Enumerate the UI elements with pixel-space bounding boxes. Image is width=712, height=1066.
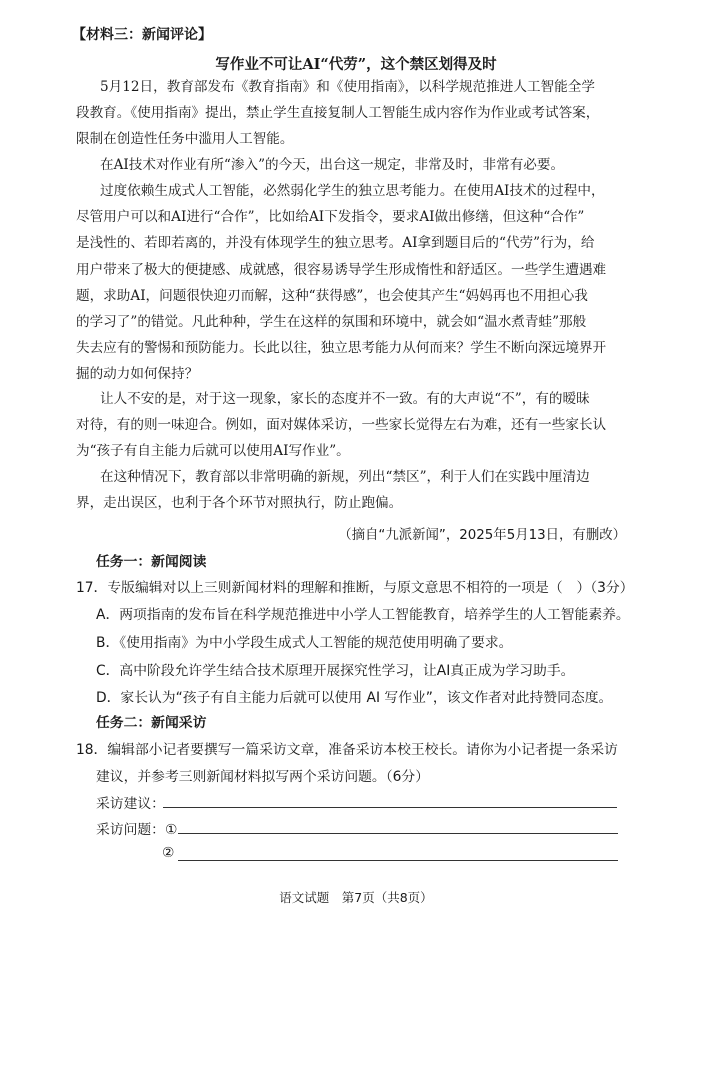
option-d: D．家长认为“孩子有自主能力后就可以使用 AI 写作业”，该文作者对此持赞同态度。: [96, 690, 613, 706]
article-paragraph-3: [76, 178, 624, 388]
material-label: 【材料三：新闻评论】: [72, 27, 212, 43]
text-line: 在这种情况下，教育部以非常明确的新规，列出“禁区”，利于人们在实践中厘清边: [100, 469, 590, 485]
text-line: 让人不安的是，对于这一现象，家长的态度并不一致。有的大声说“不”，有的暧昧: [100, 391, 590, 407]
text-line: 过度依赖生成式人工智能，必然弱化学生的独立思考能力。在使用AI技术的过程中，: [100, 183, 605, 199]
text-line: 题，求助AI，问题很快迎刃而解，这种“获得感”，也会使其产生“妈妈再也不用担心我: [76, 287, 588, 304]
question-2-label: ②: [162, 845, 175, 861]
advice-label: 采访建议：: [96, 796, 165, 812]
text-line: 为“孩子有自主能力后就可以使用AI写作业”。: [76, 443, 350, 460]
question-17: 17．专版编辑对以上三则新闻材料的理解和推断，与原文意思不相符的一项是（ ）（3分）: [76, 580, 634, 596]
text-line: 是浅性的、若即若离的，并没有体现学生的独立思考。AI拿到题目后的“代劳”行为，给: [76, 235, 595, 252]
text-line: 对待，有的则一味迎合。例如，面对媒体采访，一些家长觉得左右为难，还有一些家长认: [76, 417, 607, 434]
text-line: 尽管用户可以和AI进行“合作”，比如给AI下发指令，要求AI做出修缮，但这种“合作”: [76, 209, 585, 226]
article-paragraph-4: [76, 386, 624, 465]
text-line: 的学习了”的错觉。凡此种种，学生在这样的氛围和环境中，就会如“温水煮青蛙”那般: [76, 314, 587, 331]
question-18-continued: 建议，并参考三则新闻材料拟写两个采访问题。（6分）: [96, 769, 430, 785]
text-line: 在AI技术对作业有所“渗入”的今天，出台这一规定，非常及时，非常有必要。: [100, 157, 565, 173]
task-2-heading: 任务二：新闻采访: [96, 715, 207, 731]
article-paragraph-5: [76, 464, 624, 516]
page-footer: 语文试题 第7页（共8页）: [279, 890, 433, 905]
text-line: 界，走出误区，也利于各个环节对照执行，防止跑偏。: [76, 495, 403, 512]
task-1-heading: 任务一：新闻阅读: [96, 554, 207, 570]
questions-label: 采访问题：①: [96, 822, 178, 838]
text-line: 段教育。《使用指南》提出，禁止学生直接复制人工智能生成内容作为作业或考试答案，: [76, 105, 600, 122]
option-c: C．高中阶段允许学生结合技术原理开展探究性学习，让AI真正成为学习助手。: [96, 663, 575, 679]
text-line: 失去应有的警惕和预防能力。长此以往，独立思考能力从何而来？学生不断向深远境界开: [76, 340, 607, 357]
article-source: （摘自“九派新闻”，2025年5月13日，有删改）: [338, 528, 626, 543]
question-1-answer-line[interactable]: [178, 833, 618, 834]
question-18: 18．编辑部小记者要撰写一篇采访文章，准备采访本校王校长。请你为小记者提一条采访: [76, 742, 618, 758]
text-line: 用户带来了极大的便捷感、成就感，很容易诱导学生形成惰性和舒适区。一些学生遭遇难: [76, 261, 607, 278]
option-b: B．《使用指南》为中小学段生成式人工智能的规范使用明确了要求。: [96, 635, 513, 651]
question-2-answer-line[interactable]: [178, 860, 618, 861]
text-line: 掘的动力如何保持？: [76, 366, 199, 383]
article-paragraph-1: [76, 74, 624, 153]
option-a: A．两项指南的发布旨在科学规范推进中小学人工智能教育，培养学生的人工智能素养。: [96, 607, 630, 623]
article-paragraph-2: [76, 152, 624, 178]
text-line: 5月12日，教育部发布《教育指南》和《使用指南》，以科学规范推进人工智能全学: [100, 79, 595, 95]
advice-answer-line[interactable]: [163, 807, 617, 808]
text-line: 限制在创造性任务中滥用人工智能。: [76, 131, 294, 148]
article-title: 写作业不可让AI“代劳”，这个禁区划得及时: [215, 56, 497, 73]
